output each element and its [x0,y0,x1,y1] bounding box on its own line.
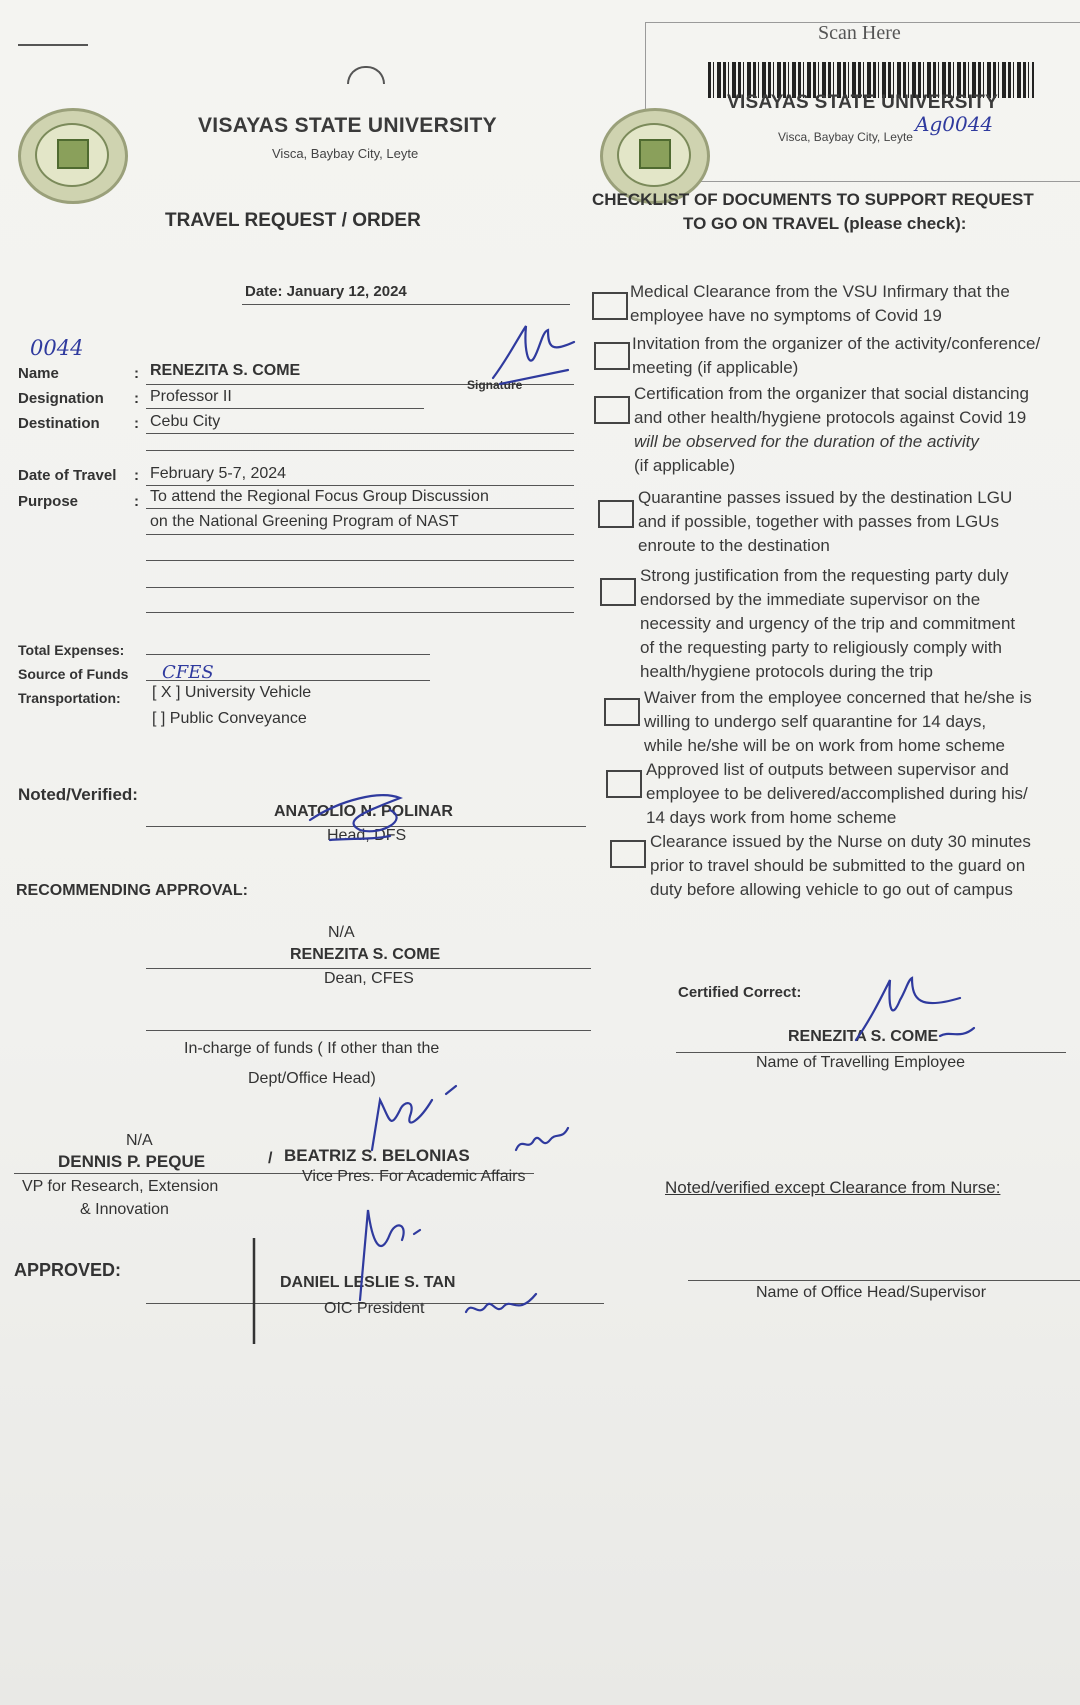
transport-option-university-vehicle: [ X ] University Vehicle [152,684,312,701]
checklist-item-6 [644,686,1032,758]
name-colon: : [134,365,139,382]
incharge-underline [146,1030,591,1031]
checklist-item-3-line-3: will be observed for the duration of the activity [634,432,979,451]
checklist-item-6-line-2: willing to undergo self quarantine for 14 days, [644,712,987,731]
checklist-item-5-line-1: Strong justification from the requesting party duly [640,566,1009,585]
checklist-checkbox-8[interactable] [610,840,646,868]
source-of-funds-label: Source of Funds [18,666,129,682]
checklist-item-1-line-2: employee have no symptoms of Covid 19 [630,306,942,325]
recommending-na: N/A [328,924,355,941]
checklist-checkbox-1[interactable] [592,292,628,320]
transportation-label: Transportation: [18,690,121,706]
checklist-checkbox-6[interactable] [604,698,640,726]
destination-colon: : [134,415,139,432]
top-left-dash [18,44,88,46]
checklist-item-3 [634,382,1029,478]
purpose-underline-1 [146,508,574,509]
checklist-item-3-line-2: and other health/hygiene protocols against Covid 19 [634,408,1027,427]
certified-correct-label: Certified Correct: [678,984,802,1001]
travelling-employee-name: RENEZITA S. COME [788,1028,939,1045]
checklist-item-7-line-3: 14 days work from home scheme [646,808,897,827]
checklist-item-6-line-1: Waiver from the employee concerned that he/she is [644,688,1032,707]
margin-pen-stroke [248,1236,260,1346]
checklist-item-1-line-1: Medical Clearance from the VSU Infirmary that the [630,282,1010,301]
checklist-item-4-line-2: and if possible, together with passes from LGUs [638,512,999,531]
transport-option-public-conveyance: [ ] Public Conveyance [152,710,307,727]
president-name: DANIEL LESLIE S. TAN [280,1274,456,1291]
destination-underline [146,433,574,434]
travelling-employee-signature [850,970,980,1050]
destination-value: Cebu City [150,413,221,430]
noted-verified-label: Noted/Verified: [18,785,138,804]
checklist-item-2-line-2: meeting (if applicable) [632,358,799,377]
vpaa-initials [512,1122,572,1158]
vp-slash: / [268,1150,273,1167]
checklist-item-2-line-1: Invitation from the organizer of the activity/conference/ [632,334,1041,353]
checklist-item-7 [646,758,1028,830]
request-date: Date: January 12, 2024 [245,283,407,300]
purpose-colon: : [134,493,139,510]
designation-value: Professor II [150,388,232,405]
vpaa-name: BEATRIZ S. BELONIAS [284,1146,470,1165]
travelling-employee-underline [676,1052,1066,1053]
checklist-item-6-line-3: while he/she will be on work from home scheme [644,736,1005,755]
scan-label: Scan Here [818,22,901,44]
destination-underline-2 [146,450,574,451]
purpose-underline-4 [146,587,574,588]
date-underline [242,304,570,305]
president-signature [350,1200,440,1310]
designation-underline [146,408,424,409]
recommending-title: Dean, CFES [324,970,414,987]
checklist-item-5 [640,564,1015,684]
date-of-travel-underline [146,485,574,486]
checklist-item-3-line-4: (if applicable) [634,456,736,475]
checklist-title-line-2: TO GO ON TRAVEL (please check): [683,214,967,233]
checklist-item-8-line-1: Clearance issued by the Nurse on duty 30 minutes [650,832,1031,851]
arch-mark [347,66,385,84]
checklist-item-5-line-3: necessity and urgency of the trip and commitment [640,614,1016,633]
checklist-item-8-line-2: prior to travel should be submitted to the guard on [650,856,1026,875]
employee-signature [488,318,578,388]
president-title: OIC President [324,1300,425,1317]
checklist-checkbox-5[interactable] [600,578,636,606]
checklist-item-7-line-2: employee to be delivered/accomplished during his/ [646,784,1028,803]
checklist-checkbox-7[interactable] [606,770,642,798]
checklist-item-1 [630,280,1010,328]
noted-name: ANATOLIO N. POLINAR [274,803,453,820]
vp-title-line-1: VP for Research, Extension [22,1178,219,1195]
source-of-funds-value: CFES [162,662,214,683]
vp-na: N/A [126,1132,153,1149]
destination-label: Destination [18,415,100,432]
checklist-item-8-line-3: duty before allowing vehicle to go out of campus [650,880,1013,899]
recommending-approval-label: RECOMMENDING APPROVAL: [16,882,248,899]
travelling-employee-caption: Name of Travelling Employee [756,1054,965,1071]
university-name: VISAYAS STATE UNIVERSITY [198,114,497,137]
checklist-title-line-1: CHECKLIST OF DOCUMENTS TO SUPPORT REQUEST [592,190,1034,209]
recommending-name: RENEZITA S. COME [290,946,441,963]
name-value: RENEZITA S. COME [150,362,301,379]
source-of-funds-underline [146,680,430,681]
checklist-item-5-line-2: endorsed by the immediate supervisor on the [640,590,981,609]
purpose-underline-5 [146,612,574,613]
total-expenses-underline [146,654,430,655]
incharge-line-1: In-charge of funds ( If other than the [184,1040,440,1057]
approved-label: APPROVED: [14,1260,122,1280]
purpose-label: Purpose [18,493,79,510]
incharge-line-2: Dept/Office Head) [248,1070,376,1087]
signature-label: Signature [467,378,523,392]
designation-label: Designation [18,390,104,407]
checklist-checkbox-4[interactable] [598,500,634,528]
purpose-line-2: on the National Greening Program of NAST [150,513,459,530]
checklist-item-3-line-1: Certification from the organizer that social distancing [634,384,1029,403]
scan-university-name: VISAYAS STATE UNIVERSITY [727,92,999,113]
checklist-item-8 [650,830,1031,902]
vpaa-title: Vice Pres. For Academic Affairs [302,1168,526,1185]
purpose-line-1: To attend the Regional Focus Group Discussion [150,488,489,505]
office-head-underline [688,1280,1080,1281]
date-of-travel-value: February 5-7, 2024 [150,465,287,482]
total-expenses-label: Total Expenses: [18,642,125,658]
date-of-travel-label: Date of Travel [18,467,117,484]
noted-except-clearance: Noted/verified except Clearance from Nurse: [665,1178,1001,1197]
checklist-item-5-line-5: health/hygiene protocols during the trip [640,662,933,681]
checklist-item-4-line-1: Quarantine passes issued by the destination LGU [638,488,1013,507]
name-label: Name [18,365,59,382]
form-title: TRAVEL REQUEST / ORDER [165,210,421,231]
university-address: Visca, Baybay City, Leyte [272,146,419,161]
noted-title: Head, DFS [327,827,407,844]
scan-handwritten-code: Ag0044 [915,112,994,136]
checklist-item-4 [638,486,1012,558]
president-initials [462,1290,542,1330]
vp-title-line-2: & Innovation [80,1201,169,1218]
checklist-item-7-line-1: Approved list of outputs between supervisor and [646,760,1009,779]
vp-name: DENNIS P. PEQUE [58,1152,206,1171]
checklist-item-5-line-4: of the requesting party to religiously comply with [640,638,1002,657]
purpose-underline-2 [146,534,574,535]
checklist-item-2 [632,332,1040,380]
purpose-underline-3 [146,560,574,561]
vpaa-signature [360,1080,470,1160]
scan-university-address: Visca, Baybay City, Leyte [778,130,913,144]
university-seal-left [18,108,128,204]
checklist-item-4-line-3: enroute to the destination [638,536,830,555]
recommending-underline [146,968,591,969]
office-head-caption: Name of Office Head/Supervisor [756,1284,987,1301]
designation-colon: : [134,390,139,407]
noted-signature [300,780,420,850]
reference-number: 0044 [30,336,84,360]
checklist-checkbox-3[interactable] [594,396,630,424]
checklist-checkbox-2[interactable] [594,342,630,370]
date-of-travel-colon: : [134,467,139,484]
